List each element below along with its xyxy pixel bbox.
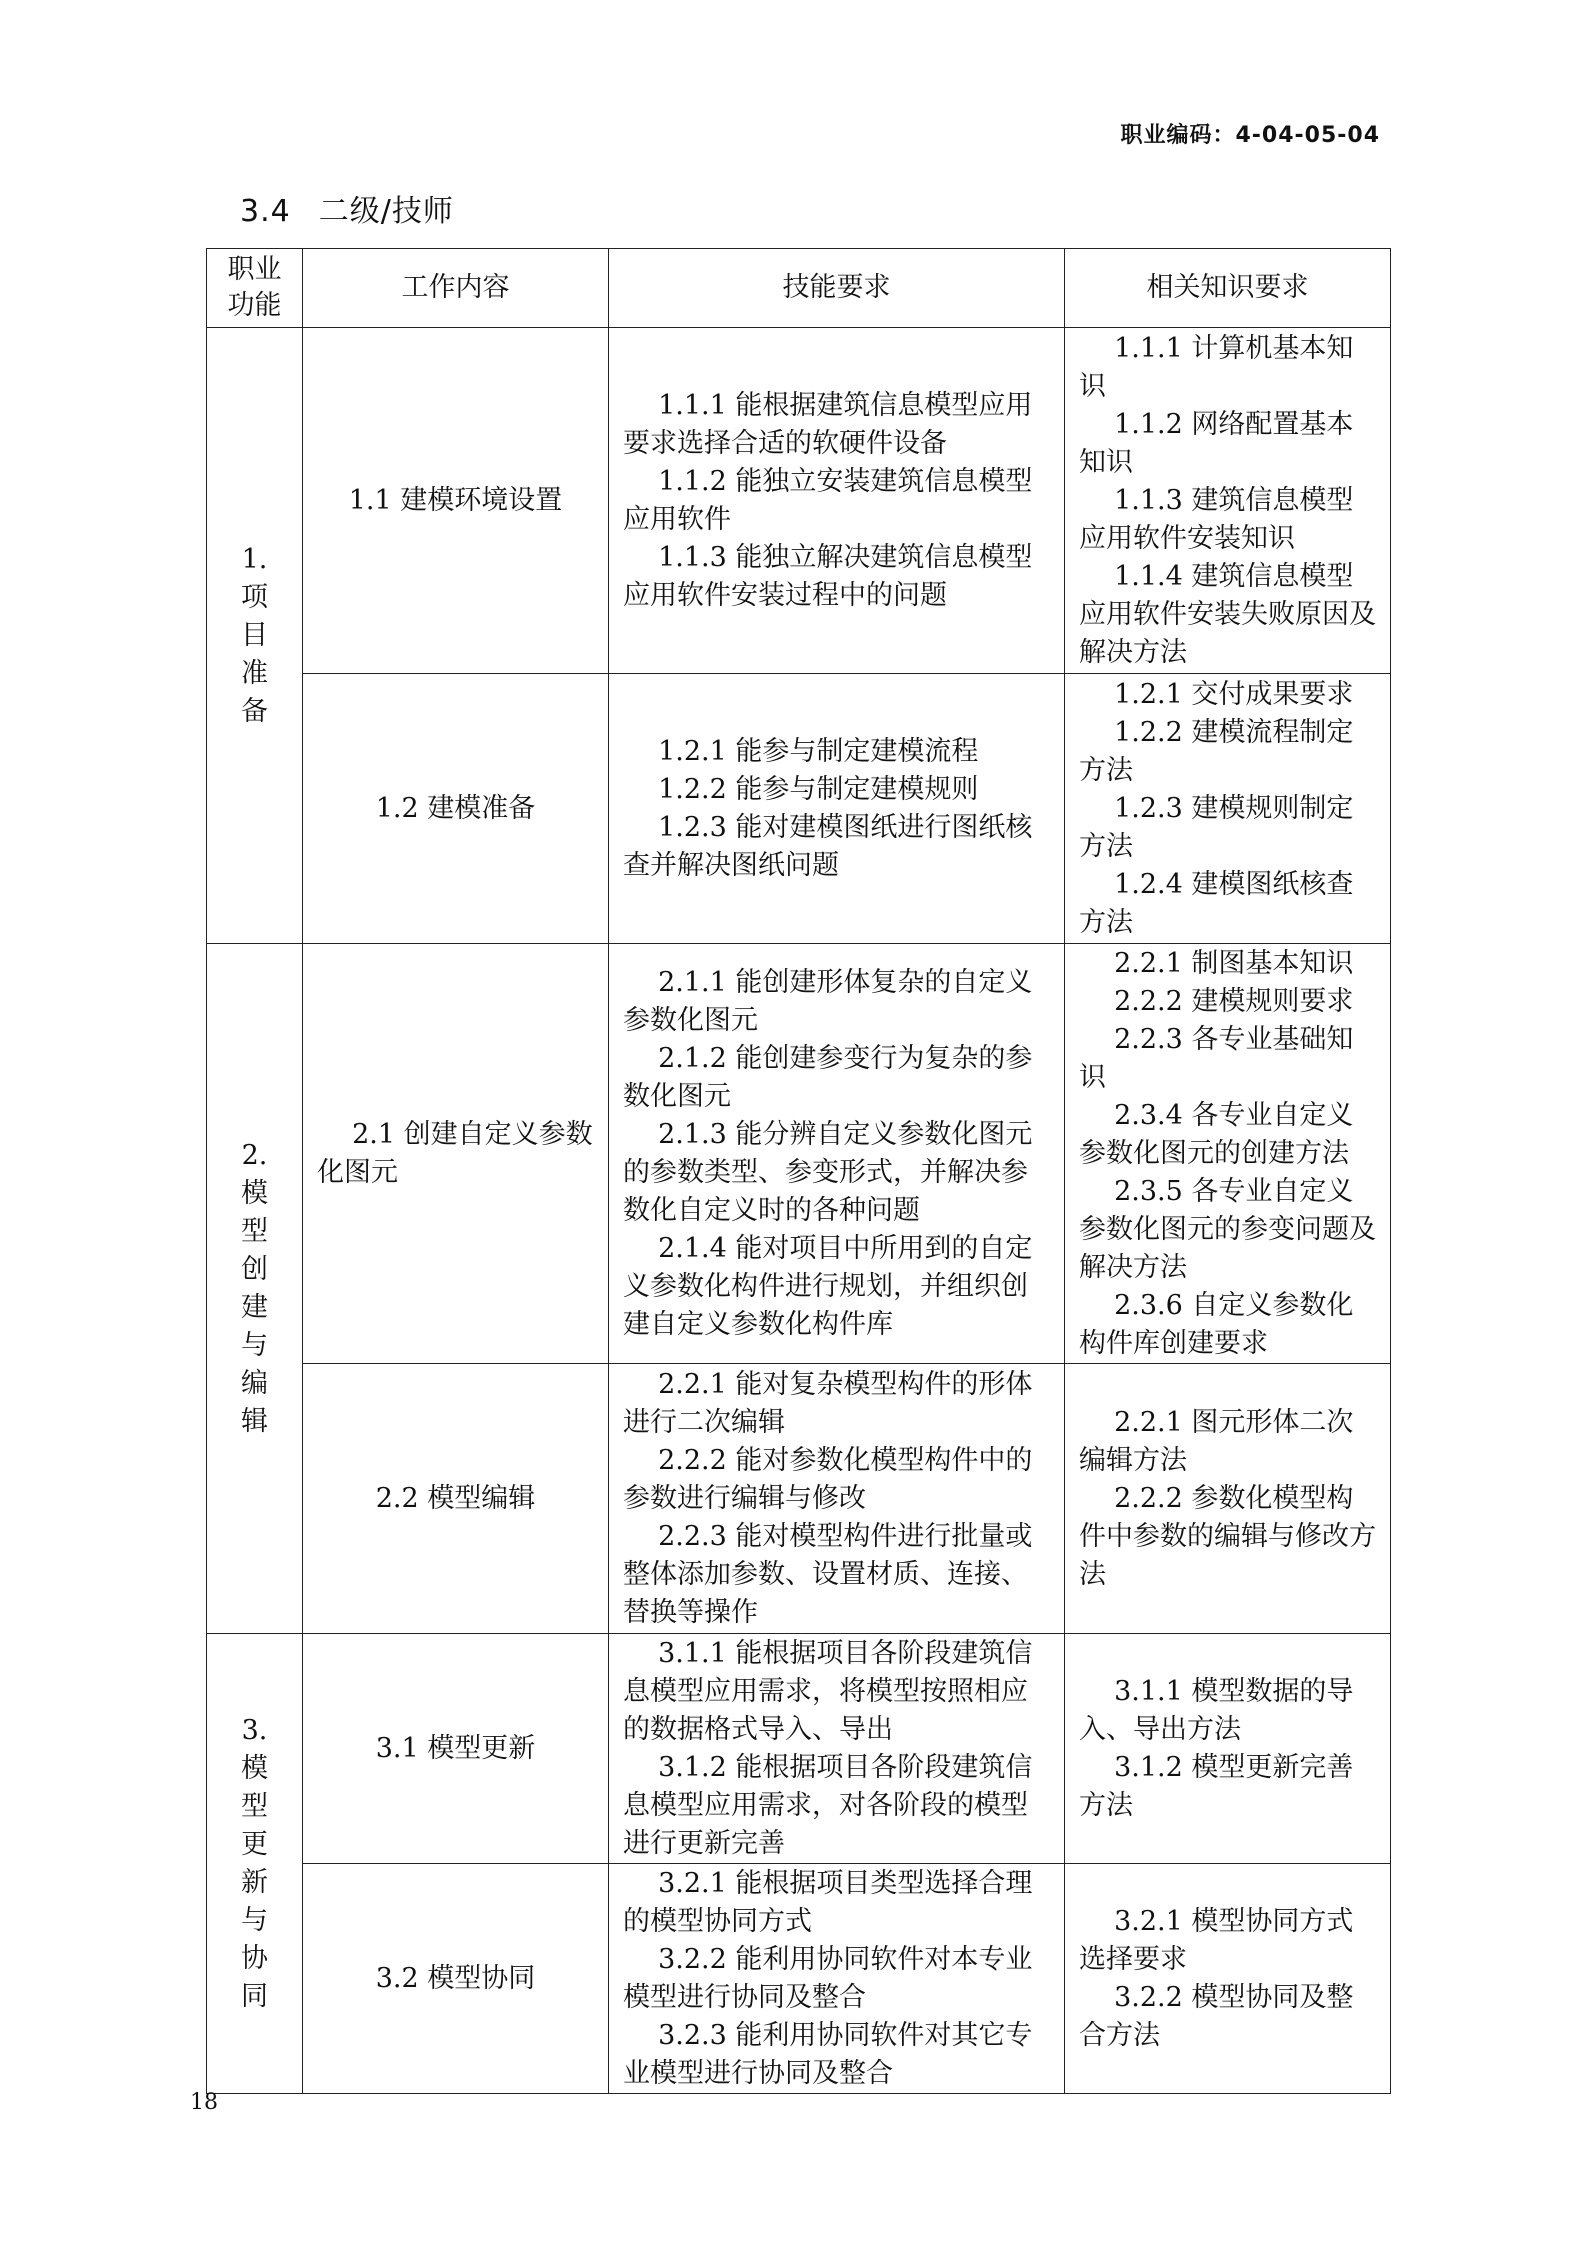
function-cell-3: 3. 模 型 更 新 与 协 同 <box>207 1634 303 2094</box>
skill-item: 2.1.3 能分辨自定义参数化图元的参数类型、参变形式，并解决参数化自定义时的各种问题 <box>623 1118 1033 1226</box>
skill-item: 1.1.2 能独立安装建筑信息模型应用软件 <box>623 465 1033 535</box>
knowledge-item: 3.1.2 模型更新完善方法 <box>1079 1751 1354 1821</box>
knowledge-item: 2.3.6 自定义参数化构件库创建要求 <box>1079 1289 1354 1359</box>
knowledge-cell <box>1065 1864 1391 2094</box>
skills-cell <box>609 944 1065 1364</box>
skills-cell <box>609 328 1065 674</box>
table-row <box>207 1364 1391 1634</box>
header-skills: 技能要求 <box>609 249 1065 328</box>
skill-item: 1.2.1 能参与制定建模流程 <box>658 735 979 767</box>
knowledge-item: 2.3.5 各专业自定义参数化图元的参变问题及解决方法 <box>1079 1175 1376 1283</box>
table-row <box>207 1864 1391 2094</box>
knowledge-item: 2.2.2 参数化模型构件中参数的编辑与修改方法 <box>1079 1482 1376 1590</box>
knowledge-item: 3.2.2 模型协同及整合方法 <box>1079 1981 1354 2051</box>
skill-item: 3.1.1 能根据项目各阶段建筑信息模型应用需求，将模型按照相应的数据格式导入、导出 <box>623 1637 1033 1745</box>
skill-item: 1.1.1 能根据建筑信息模型应用要求选择合适的软硬件设备 <box>623 389 1033 459</box>
skill-item: 1.2.3 能对建模图纸进行图纸核查并解决图纸问题 <box>623 811 1033 881</box>
skill-item: 2.2.2 能对参数化模型构件中的参数进行编辑与修改 <box>623 1444 1033 1514</box>
skill-item: 2.2.3 能对模型构件进行批量或整体添加参数、设置材质、连接、替换等操作 <box>623 1520 1033 1628</box>
table-row <box>207 944 1391 1364</box>
content-cell: 1.1 建模环境设置 <box>303 328 609 674</box>
skills-cell <box>609 674 1065 944</box>
knowledge-item: 1.2.3 建模规则制定方法 <box>1079 792 1354 862</box>
knowledge-item: 1.2.1 交付成果要求 <box>1114 678 1354 710</box>
table-row <box>207 674 1391 944</box>
skill-item: 1.2.2 能参与制定建模规则 <box>658 773 979 805</box>
table-row <box>207 1634 1391 1864</box>
content-cell: 2.1 创建自定义参数化图元 <box>303 944 609 1364</box>
knowledge-cell <box>1065 328 1391 674</box>
section-name: 二级/技师 <box>318 194 454 229</box>
page-number: 18 <box>190 2090 218 2115</box>
knowledge-item: 1.1.1 计算机基本知识 <box>1079 332 1354 402</box>
skill-item: 3.2.2 能利用协同软件对本专业模型进行协同及整合 <box>623 1943 1033 2013</box>
knowledge-cell <box>1065 1364 1391 1634</box>
skill-item: 3.1.2 能根据项目各阶段建筑信息模型应用需求，对各阶段的模型进行更新完善 <box>623 1751 1033 1859</box>
skills-cell <box>609 1364 1065 1634</box>
skill-item: 3.2.3 能利用协同软件对其它专业模型进行协同及整合 <box>623 2019 1033 2089</box>
header-function: 职业 功能 <box>207 249 303 328</box>
header-content: 工作内容 <box>303 249 609 328</box>
knowledge-item: 2.2.3 各专业基础知识 <box>1079 1023 1354 1093</box>
content-cell: 3.1 模型更新 <box>303 1634 609 1864</box>
section-number: 3.4 <box>240 194 291 229</box>
occupation-code: 职业编码：4-04-05-04 <box>1120 123 1380 148</box>
skill-item: 2.2.1 能对复杂模型构件的形体进行二次编辑 <box>623 1368 1033 1438</box>
table-row <box>207 328 1391 674</box>
skills-cell <box>609 1634 1065 1864</box>
header-knowledge: 相关知识要求 <box>1065 249 1391 328</box>
knowledge-item: 1.2.2 建模流程制定方法 <box>1079 716 1354 786</box>
section-title <box>240 186 454 230</box>
knowledge-cell <box>1065 944 1391 1364</box>
skills-cell <box>609 1864 1065 2094</box>
knowledge-item: 3.2.1 模型协同方式选择要求 <box>1079 1905 1354 1975</box>
content-cell: 1.2 建模准备 <box>303 674 609 944</box>
knowledge-item: 1.1.3 建筑信息模型应用软件安装知识 <box>1079 484 1354 554</box>
table-header-row <box>207 249 1391 328</box>
skills-table <box>206 248 1391 2094</box>
knowledge-item: 2.2.1 图元形体二次编辑方法 <box>1079 1406 1354 1476</box>
knowledge-cell <box>1065 674 1391 944</box>
skill-item: 1.1.3 能独立解决建筑信息模型应用软件安装过程中的问题 <box>623 541 1033 611</box>
knowledge-item: 2.2.2 建模规则要求 <box>1114 985 1354 1017</box>
knowledge-item: 3.1.1 模型数据的导入、导出方法 <box>1079 1675 1354 1745</box>
knowledge-item: 2.3.4 各专业自定义参数化图元的创建方法 <box>1079 1099 1354 1169</box>
skill-item: 2.1.2 能创建参变行为复杂的参数化图元 <box>623 1042 1033 1112</box>
skill-item: 3.2.1 能根据项目类型选择合理的模型协同方式 <box>623 1867 1033 1937</box>
skill-item: 2.1.1 能创建形体复杂的自定义参数化图元 <box>623 966 1033 1036</box>
skill-item: 2.1.4 能对项目中所用到的自定义参数化构件进行规划，并组织创建自定义参数化构件库 <box>623 1232 1033 1340</box>
knowledge-item: 1.1.4 建筑信息模型应用软件安装失败原因及解决方法 <box>1079 560 1376 668</box>
knowledge-item: 1.1.2 网络配置基本知识 <box>1079 408 1354 478</box>
knowledge-cell <box>1065 1634 1391 1864</box>
knowledge-item: 1.2.4 建模图纸核查方法 <box>1079 868 1354 938</box>
content-cell: 3.2 模型协同 <box>303 1864 609 2094</box>
function-cell-2: 2. 模 型 创 建 与 编 辑 <box>207 944 303 1634</box>
content-cell: 2.2 模型编辑 <box>303 1364 609 1634</box>
function-cell-1: 1. 项 目 准 备 <box>207 328 303 944</box>
knowledge-item: 2.2.1 制图基本知识 <box>1114 947 1354 979</box>
